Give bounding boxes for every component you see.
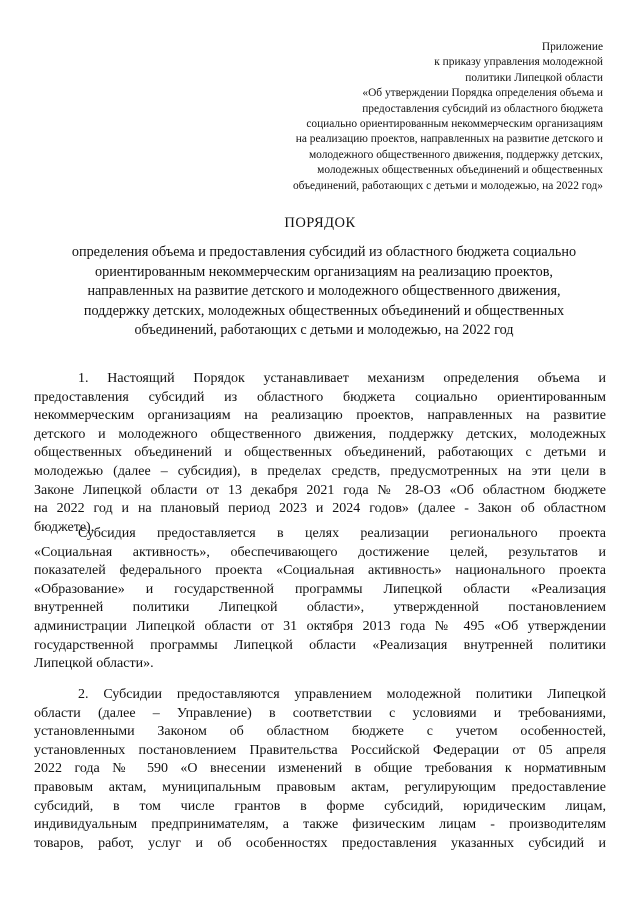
paragraph-line: области (далее – Управление) в соответствии с условиями и требованиями, [34, 705, 606, 721]
document-subtitle [48, 243, 600, 341]
paragraph-line: на 2022 год и на плановый период 2023 и 2024 годов» (далее - Закон об областном [34, 501, 606, 517]
paragraph-line: детского и молодежного общественного движения, поддержку детских, молодежных [34, 426, 606, 442]
subtitle-line: объединений, работающих с детьми и молодежью, на 2022 год [134, 322, 514, 339]
paragraph-line: внутренней политики Липецкой области», утвержденной постановлением [34, 600, 606, 616]
paragraph-line: государственной программы Липецкой области «Реализация внутренней политики [34, 637, 606, 653]
document-title: ПОРЯДОК [284, 215, 356, 231]
paragraph-line: «Образование» и государственной программы Липецкой области «Реализация [34, 581, 606, 597]
paragraph-line: 2. Субсидии предоставляются управлением молодежной политики Липецкой [78, 687, 606, 702]
subtitle-line: направленных на развитие детского и молодежного общественного движения, [87, 283, 561, 300]
appendix-line: предоставления субсидий из областного бюджета [362, 102, 603, 115]
appendix-line: социально ориентированным некоммерческим организациям [306, 118, 603, 131]
paragraph-line: установленными Законом об областном бюджете с учетом особенностей, [34, 724, 606, 740]
paragraph-line: «Социальная активность», обеспечивающего достижение целей, результатов и [34, 544, 606, 560]
appendix-line: к приказу управления молодежной [434, 56, 603, 69]
paragraph-line: Липецкой области». [34, 656, 154, 672]
paragraph-line: Субсидия предоставляется в целях реализации регионального проекта [78, 526, 606, 541]
paragraph-line: 1. Настоящий Порядок устанавливает механизм определения объема и [78, 371, 606, 386]
appendix-line: Приложение [541, 41, 603, 53]
appendix-line: политики Липецкой области [465, 71, 603, 84]
paragraph-2 [34, 525, 606, 674]
paragraph-line: некоммерческим организациям на реализацию проектов, направленных на развитие [34, 408, 606, 424]
paragraph-line: бюджете). [34, 519, 95, 535]
paragraph-line: показателей федерального проекта «Социальная активность» национального проекта [34, 563, 606, 579]
paragraph-line: общественных объединений и общественных объединений, работающих с детьми и [34, 445, 606, 461]
appendix-line: молодежного общественного движения, поддержку детских, [308, 148, 603, 161]
subtitle-line: поддержку детских, молодежных общественных объединений и общественных [83, 302, 565, 319]
appendix-line: на реализацию проектов, направленных на развитие детского и [295, 133, 603, 146]
paragraph-line: 2022 года № 590 «О внесении изменений в общие требования к нормативным [34, 761, 606, 777]
subtitle-line: определения объема и предоставления субсидий из областного бюджета социально [71, 244, 577, 260]
appendix-header [233, 40, 603, 194]
appendix-line: объединений, работающих с детьми и молодежью, на 2022 год» [292, 179, 603, 192]
paragraph-line: установленных постановлением Правительства Российской Федерации от 05 апреля [34, 742, 606, 758]
subtitle-line: ориентированным некоммерческим организациям на реализацию проектов, [95, 263, 553, 280]
paragraph-line: товаров, работ, услуг и об особенностях предоставления указанных субсидий и [34, 835, 606, 851]
paragraph-line: Законе Липецкой области от 13 декабря 2021 года № 28-ОЗ «Об областном бюджете [34, 482, 606, 498]
paragraph-line: правовым актам, муниципальным правовым актам, регулирующим предоставление [34, 779, 606, 795]
paragraph-line: администрации Липецкой области от 31 октября 2013 года № 495 «Об утверждении [34, 618, 606, 634]
paragraph-1 [34, 370, 606, 537]
paragraph-line: индивидуальным предпринимателям, а также физическим лицам - производителям [34, 817, 606, 833]
paragraph-line: предоставления субсидий из областного бюджета социально ориентированным [34, 389, 606, 405]
appendix-line: «Об утверждении Порядка определения объема и [362, 87, 603, 100]
paragraph-line: молодежью (далее – субсидия), в пределах средств, предусмотренных на эти цели в [34, 463, 606, 479]
appendix-line: молодежных общественных объединений и общественных [317, 164, 603, 177]
paragraph-3 [34, 686, 606, 853]
paragraph-line: субсидий, в том числе грантов в форме субсидий, юридическим лицам, [34, 798, 606, 814]
